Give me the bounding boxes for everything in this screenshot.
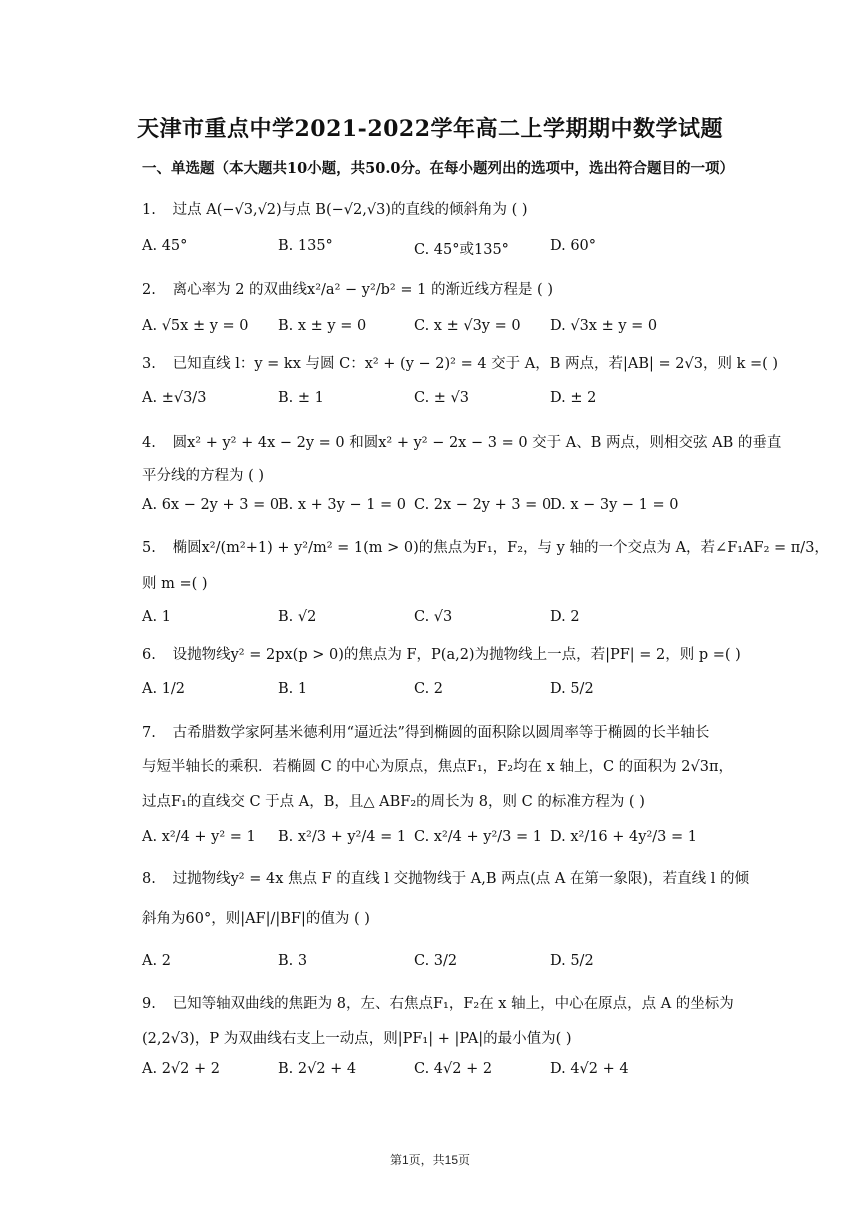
option-a: A. x²/4 + y² = 1 [142, 829, 256, 845]
option-d: D. √3x ± y = 0 [550, 318, 658, 334]
option-d: D. 4√2 + 4 [550, 1061, 629, 1077]
option-d: D. x²/16 + 4y²/3 = 1 [550, 829, 697, 845]
question-text: 已知等轴双曲线的焦距为 8，左、右焦点F₁，F₂在 x 轴上，中心在原点，点 A 的坐标为 [172, 996, 734, 1012]
option-a: A. 45° [142, 238, 188, 254]
question-text: 过点 A(−√3,√2)与点 B(−√2,√3)的直线的倾斜角为 ( ) [172, 202, 528, 218]
page-footer: 第1页，共15页 [389, 1153, 471, 1167]
option-d: D. 60° [550, 238, 597, 254]
option-a: A. 6x − 2y + 3 = 0 [142, 497, 280, 513]
option-c: C. 3/2 [414, 953, 458, 969]
option-c: C. 45°或135° [414, 242, 509, 258]
question-7-line3: 过点F₁的直线交 C 于点 A，B，且△ ABF₂的周长为 8，则 C 的标准方程为 ( ) [142, 794, 645, 810]
option-c: C. √3 [414, 609, 453, 625]
option-a: A. ±√3/3 [142, 390, 207, 406]
option-b: B. 1 [278, 681, 308, 697]
option-a: A. 1 [142, 609, 171, 625]
question-5-line2: 则 m =( ) [142, 576, 208, 592]
question-text: 离心率为 2 的双曲线x²/a² − y²/b² = 1 的渐近线方程是 ( ) [172, 282, 553, 298]
option-d: D. x − 3y − 1 = 0 [550, 497, 679, 513]
question-4-line2: 平分线的方程为 ( ) [142, 468, 265, 484]
question-number: 1. [142, 202, 156, 218]
question-5 [142, 536, 829, 557]
option-b: B. 135° [278, 238, 333, 254]
option-b: B. x²/3 + y²/4 = 1 [278, 829, 407, 845]
question-1 [142, 198, 528, 219]
question-text: 设抛物线y² = 2px(p > 0)的焦点为 F，P(a,2)为抛物线上一点，若|PF| = 2，则 p =( ) [172, 647, 741, 663]
question-number: 9. [142, 996, 156, 1012]
option-d: D. 5/2 [550, 681, 594, 697]
question-number: 3. [142, 356, 156, 372]
option-c: C. x²/4 + y²/3 = 1 [414, 829, 542, 845]
option-c: C. 4√2 + 2 [414, 1061, 493, 1077]
option-a: A. 2 [142, 953, 171, 969]
question-8-line2: 斜角为60°，则|AF|/|BF|的值为 ( ) [142, 911, 370, 927]
option-c: C. 2 [414, 681, 444, 697]
option-b: B. 2√2 + 4 [278, 1061, 357, 1077]
option-b: B. x ± y = 0 [278, 318, 367, 334]
question-number: 4. [142, 435, 156, 451]
option-c: C. x ± √3y = 0 [414, 318, 521, 334]
question-7-line2: 与短半轴长的乘积．若椭圆 C 的中心为原点，焦点F₁，F₂均在 x 轴上，C 的面积为 2√3π， [142, 759, 733, 775]
option-d: D. 5/2 [550, 953, 594, 969]
question-8 [142, 867, 749, 888]
question-6 [142, 643, 741, 664]
question-3 [142, 352, 778, 373]
section-heading: 一、单选题（本大题共10小题，共50.0分。在每小题列出的选项中，选出符合题目的一项） [142, 160, 734, 177]
question-text: 古希腊数学家阿基米德利用“逼近法”得到椭圆的面积除以圆周率等于椭圆的长半轴长 [172, 725, 710, 741]
question-text: 椭圆x²/(m²+1) + y²/m² = 1(m > 0)的焦点为F₁，F₂，与 y 轴的一个交点为 A，若∠F₁AF₂ = π/3， [172, 540, 829, 556]
question-text: 圆x² + y² + 4x − 2y = 0 和圆x² + y² − 2x − 3 = 0 交于 A、B 两点，则相交弦 AB 的垂直 [172, 435, 782, 451]
option-a: A. 1/2 [142, 681, 186, 697]
question-9-line2: (2,2√3)，P 为双曲线右支上一动点，则|PF₁| + |PA|的最小值为( ) [142, 1031, 572, 1047]
option-a: A. 2√2 + 2 [142, 1061, 220, 1077]
option-d: D. ± 2 [550, 390, 597, 406]
question-number: 7. [142, 725, 156, 741]
question-text: 过抛物线y² = 4x 焦点 F 的直线 l 交抛物线于 A,B 两点(点 A 在第一象限)，若直线 l 的倾 [172, 871, 749, 887]
question-4 [142, 431, 781, 452]
question-number: 6. [142, 647, 156, 663]
question-9 [142, 992, 734, 1013]
option-b: B. √2 [278, 609, 317, 625]
option-a: A. √5x ± y = 0 [142, 318, 249, 334]
question-2 [142, 278, 553, 299]
page-title: 天津市重点中学2021-2022学年高二上学期期中数学试题 [136, 116, 724, 142]
question-text: 已知直线 l：y = kx 与圆 C：x² + (y − 2)² = 4 交于 A，B 两点，若|AB| = 2√3，则 k =( ) [172, 356, 779, 372]
option-b: B. x + 3y − 1 = 0 [278, 497, 407, 513]
option-b: B. ± 1 [278, 390, 324, 406]
question-number: 2. [142, 282, 156, 298]
question-7 [142, 721, 709, 742]
option-b: B. 3 [278, 953, 308, 969]
option-c: C. ± √3 [414, 390, 470, 406]
question-number: 5. [142, 540, 156, 556]
question-number: 8. [142, 871, 156, 887]
option-c: C. 2x − 2y + 3 = 0 [414, 497, 552, 513]
option-d: D. 2 [550, 609, 580, 625]
